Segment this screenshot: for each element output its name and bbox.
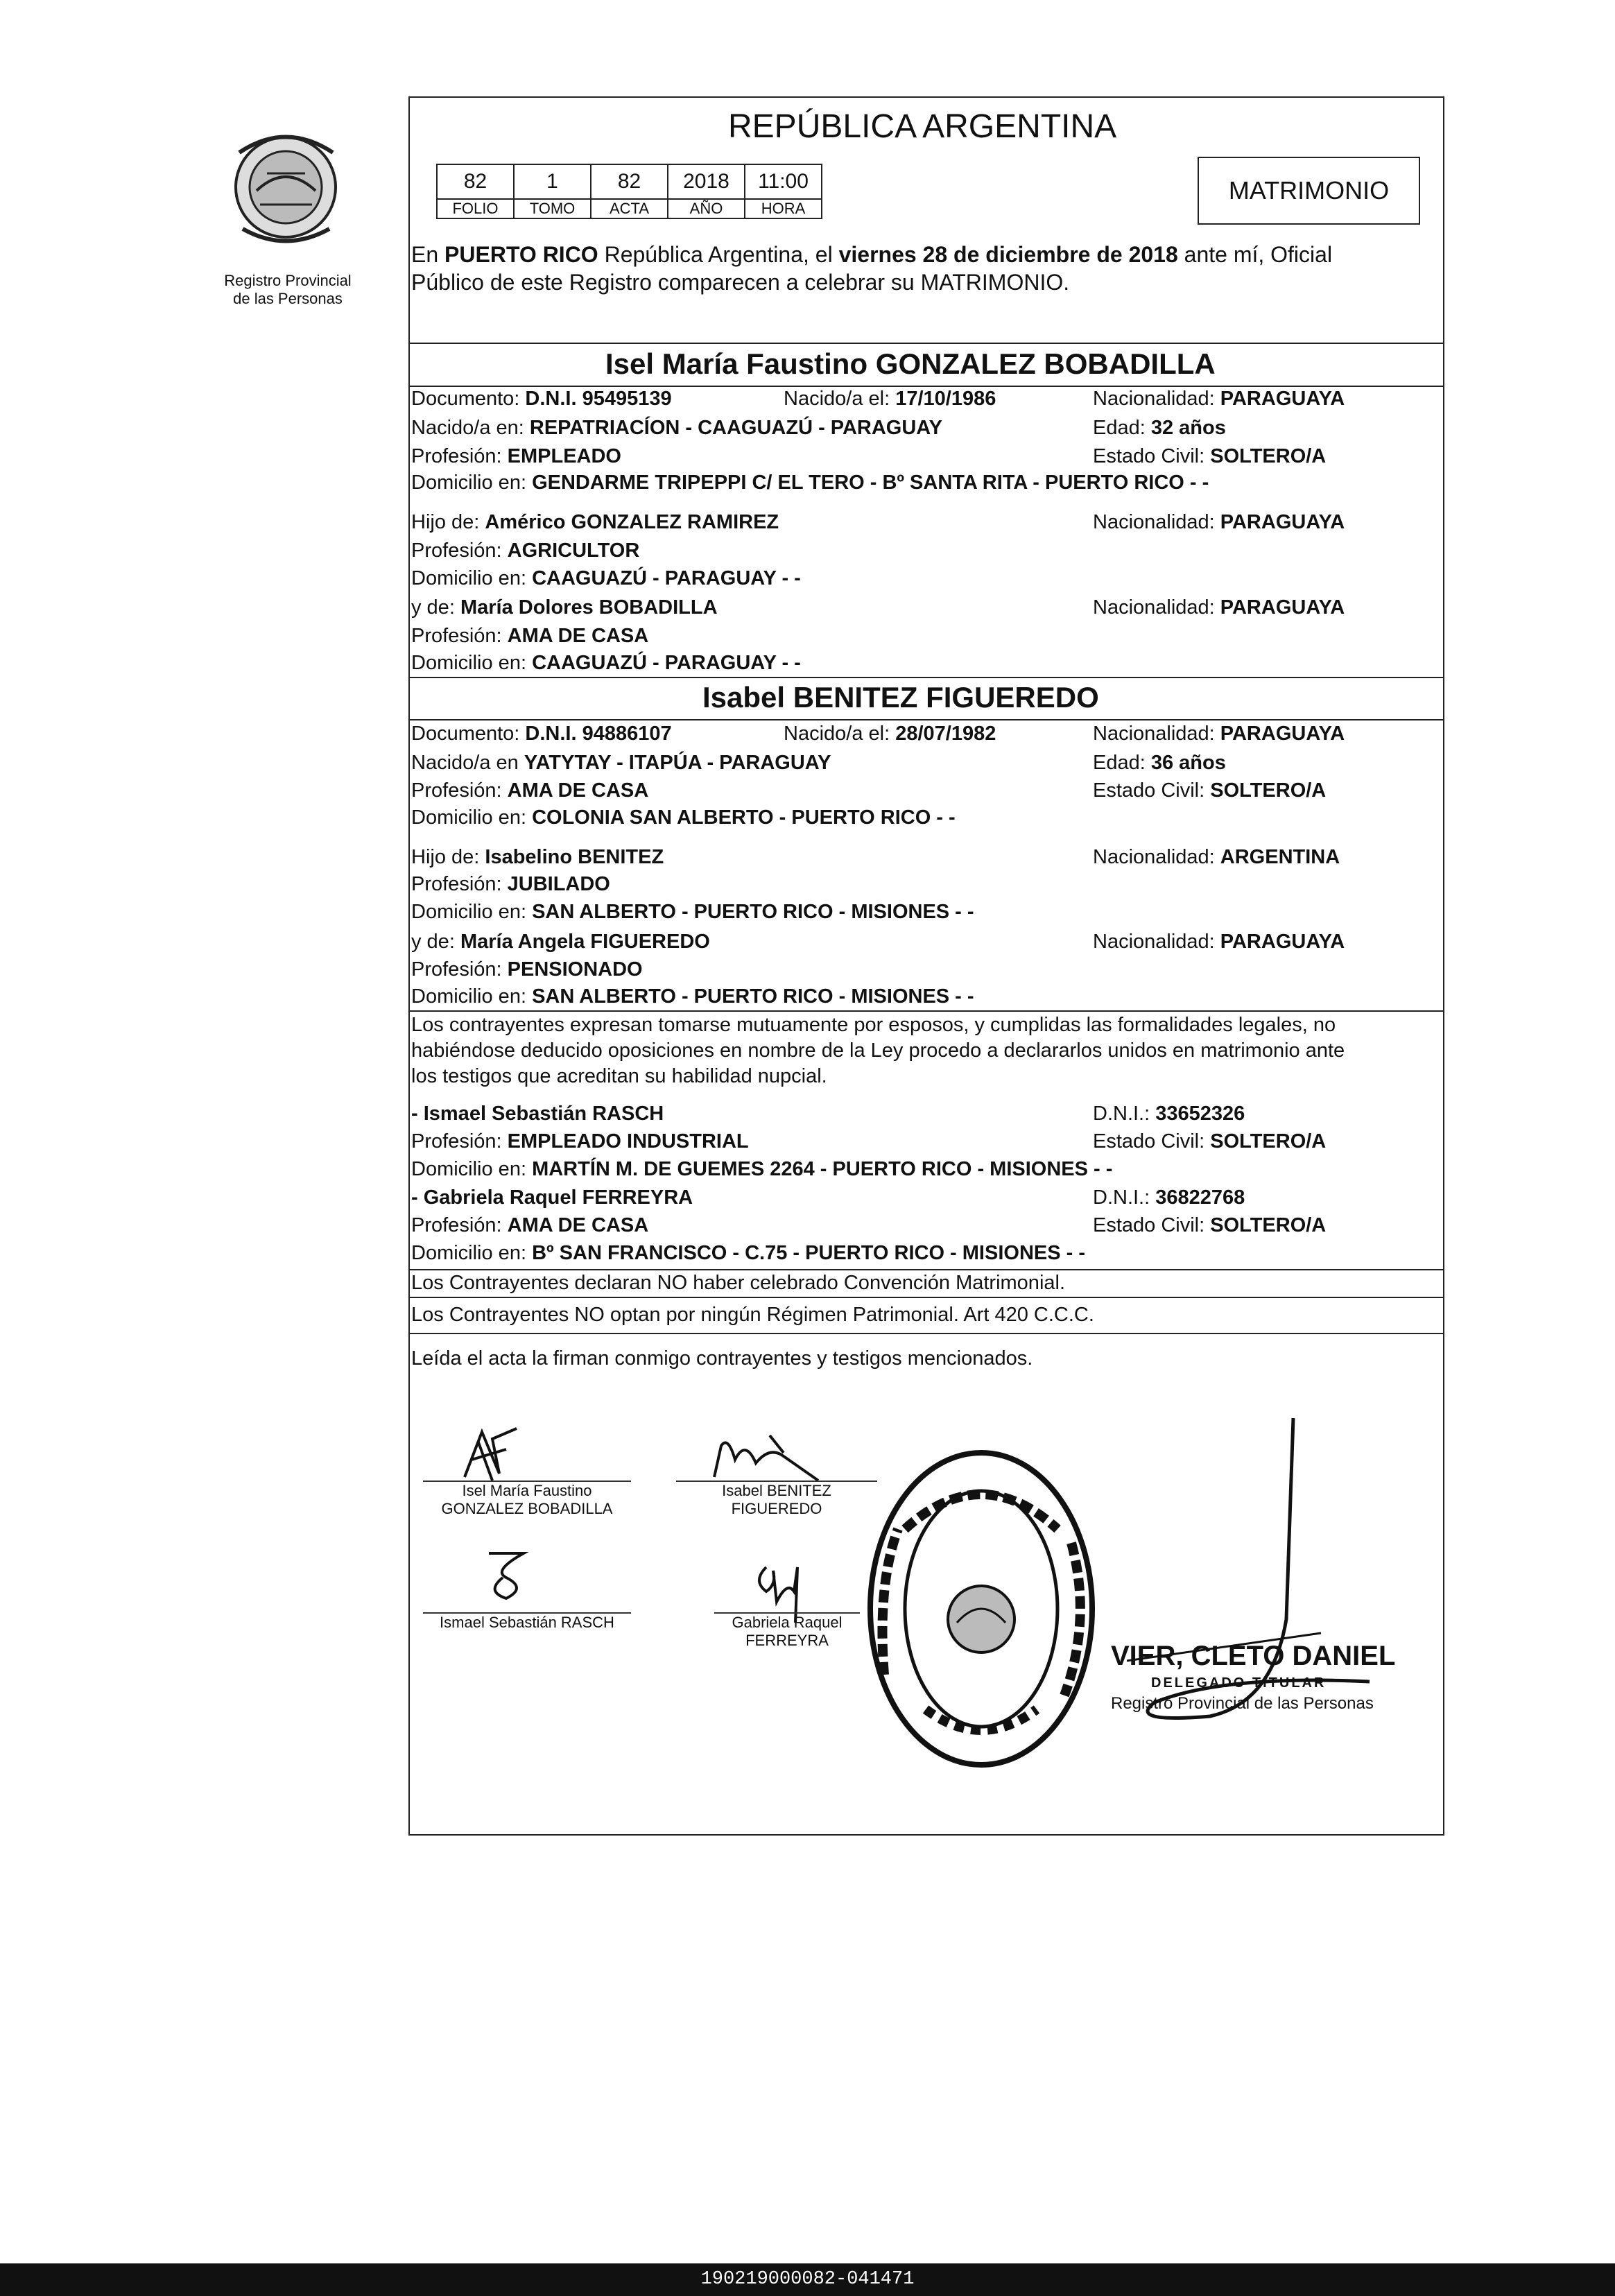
country-title: REPÚBLICA ARGENTINA bbox=[728, 108, 1117, 145]
party1-madre: y de: María Dolores BOBADILLA bbox=[411, 596, 718, 619]
divider bbox=[408, 719, 1444, 720]
declaration-line-3: los testigos que acreditan su habilidad nupcial. bbox=[411, 1065, 827, 1087]
document-code: 190219000082-041471 bbox=[700, 2269, 915, 2290]
party2-profesion: Profesión: AMA DE CASA bbox=[411, 779, 649, 802]
regime-note: Los Contrayentes NO optan por ningún Régimen Patrimonial. Art 420 C.C.C. bbox=[411, 1304, 1094, 1326]
signature-1-caption-2: GONZALEZ BOBADILLA bbox=[441, 1500, 613, 1517]
signature-4-caption-2: FERREYRA bbox=[745, 1632, 829, 1649]
party1-madre-nacionalidad: Nacionalidad: PARAGUAYA bbox=[1093, 596, 1345, 619]
divider bbox=[408, 343, 1444, 344]
party1-edad: Edad: 32 años bbox=[1093, 417, 1226, 439]
signature-4-caption-1: Gabriela Raquel bbox=[732, 1614, 843, 1631]
party2-edad: Edad: 36 años bbox=[1093, 752, 1226, 774]
act-type-box bbox=[1198, 157, 1420, 225]
signature-1-scribble bbox=[451, 1418, 534, 1487]
party1-padre-profesion: Profesión: AGRICULTOR bbox=[411, 540, 640, 562]
act-type: MATRIMONIO bbox=[1228, 176, 1390, 205]
provincial-seal-icon bbox=[225, 125, 347, 246]
party2-madre-nacionalidad: Nacionalidad: PARAGUAYA bbox=[1093, 931, 1345, 953]
party2-madre-domicilio: Domicilio en: SAN ALBERTO - PUERTO RICO - MISIONES - - bbox=[411, 985, 974, 1008]
party1-padre: Hijo de: Américo GONZALEZ RAMIREZ bbox=[411, 511, 779, 533]
witness1-domicilio: Domicilio en: MARTÍN M. DE GUEMES 2264 - PUERTO RICO - MISIONES - - bbox=[411, 1158, 1113, 1180]
intro-line-1: En PUERTO RICO República Argentina, el viernes 28 de diciembre de 2018 ante mí, Oficial bbox=[411, 242, 1333, 267]
party1-padre-domicilio: Domicilio en: CAAGUAZÚ - PARAGUAY - - bbox=[411, 567, 801, 589]
party2-nacido-el: Nacido/a el: 28/07/1982 bbox=[784, 723, 996, 745]
divider bbox=[408, 1010, 1444, 1012]
logo-caption-2: de las Personas bbox=[233, 290, 343, 307]
intro-line-2: Público de este Registro comparecen a celebrar su MATRIMONIO. bbox=[411, 270, 1070, 295]
signature-2-caption-1: Isabel BENITEZ bbox=[722, 1482, 831, 1499]
signature-2-scribble bbox=[707, 1428, 825, 1487]
hora-value: 11:00 bbox=[745, 164, 822, 199]
folio-caption: FOLIO bbox=[437, 199, 514, 218]
party1-estado-civil: Estado Civil: SOLTERO/A bbox=[1093, 445, 1327, 467]
party1-nacionalidad: Nacionalidad: PARAGUAYA bbox=[1093, 388, 1345, 410]
party1-documento: Documento: D.N.I. 95495139 bbox=[411, 388, 672, 410]
witness2-domicilio: Domicilio en: Bº SAN FRANCISCO - C.75 - PUERTO RICO - MISIONES - - bbox=[411, 1242, 1086, 1264]
signature-3-scribble bbox=[478, 1543, 534, 1605]
folio-value: 82 bbox=[437, 164, 514, 199]
witness1-name: - Ismael Sebastián RASCH bbox=[411, 1103, 664, 1125]
official-signature-scribble bbox=[1071, 1411, 1383, 1744]
witness1-estado-civil: Estado Civil: SOLTERO/A bbox=[1093, 1130, 1327, 1153]
closing-note: Leída el acta la firman conmigo contrayentes y testigos mencionados. bbox=[411, 1347, 1033, 1370]
party2-nacionalidad: Nacionalidad: PARAGUAYA bbox=[1093, 723, 1345, 745]
party2-madre: y de: María Angela FIGUEREDO bbox=[411, 931, 710, 953]
party1-name: Isel María Faustino GONZALEZ BOBADILLA bbox=[605, 347, 1216, 380]
party2-nacido-en: Nacido/a en YATYTAY - ITAPÚA - PARAGUAY bbox=[411, 752, 831, 774]
declaration-line-2: habiéndose deducido oposiciones en nombre de la Ley procedo a declararlos unidos en matrimonio ante bbox=[411, 1039, 1345, 1062]
signature-2-caption-2: FIGUEREDO bbox=[731, 1500, 822, 1517]
tomo-value: 1 bbox=[514, 164, 591, 199]
official-name: VIER, CLETO DANIEL bbox=[1111, 1641, 1396, 1671]
party2-documento: Documento: D.N.I. 94886107 bbox=[411, 723, 672, 745]
party1-domicilio: Domicilio en: GENDARME TRIPEPPI C/ EL TERO - Bº SANTA RITA - PUERTO RICO - - bbox=[411, 472, 1209, 494]
witness2-estado-civil: Estado Civil: SOLTERO/A bbox=[1093, 1214, 1327, 1236]
acta-value: 82 bbox=[591, 164, 668, 199]
party1-nacido-el: Nacido/a el: 17/10/1986 bbox=[784, 388, 996, 410]
registry-table bbox=[436, 164, 822, 219]
signature-1-caption-1: Isel María Faustino bbox=[462, 1482, 592, 1499]
party1-padre-nacionalidad: Nacionalidad: PARAGUAYA bbox=[1093, 511, 1345, 533]
divider bbox=[408, 1297, 1444, 1298]
witness2-profesion: Profesión: AMA DE CASA bbox=[411, 1214, 649, 1236]
convention-note: Los Contrayentes declaran NO haber celebrado Convención Matrimonial. bbox=[411, 1272, 1066, 1294]
party2-padre-profesion: Profesión: JUBILADO bbox=[411, 873, 610, 895]
divider bbox=[408, 1333, 1444, 1334]
party2-name: Isabel BENITEZ FIGUEREDO bbox=[702, 681, 1099, 714]
party2-domicilio: Domicilio en: COLONIA SAN ALBERTO - PUERTO RICO - - bbox=[411, 806, 956, 829]
anio-caption: AÑO bbox=[668, 199, 745, 218]
witness2-name: - Gabriela Raquel FERREYRA bbox=[411, 1186, 693, 1209]
divider bbox=[408, 677, 1444, 678]
official-org: Registro Provincial de las Personas bbox=[1111, 1694, 1374, 1713]
party1-madre-domicilio: Domicilio en: CAAGUAZÚ - PARAGUAY - - bbox=[411, 652, 801, 674]
party1-madre-profesion: Profesión: AMA DE CASA bbox=[411, 625, 649, 647]
party1-profesion: Profesión: EMPLEADO bbox=[411, 445, 621, 467]
tomo-caption: TOMO bbox=[514, 199, 591, 218]
acta-caption: ACTA bbox=[591, 199, 668, 218]
party2-padre-domicilio: Domicilio en: SAN ALBERTO - PUERTO RICO - MISIONES - - bbox=[411, 901, 974, 923]
document-code-bar bbox=[0, 2263, 1615, 2296]
anio-value: 2018 bbox=[668, 164, 745, 199]
declaration-line-1: Los contrayentes expresan tomarse mutuamente por esposos, y cumplidas las formalidades legales, no bbox=[411, 1014, 1336, 1036]
signature-3-caption-1: Ismael Sebastián RASCH bbox=[440, 1614, 614, 1631]
registry-logo bbox=[225, 125, 347, 246]
official-stamp bbox=[863, 1446, 1099, 1772]
witness2-dni: D.N.I.: 36822768 bbox=[1093, 1186, 1245, 1209]
party2-madre-profesion: Profesión: PENSIONADO bbox=[411, 958, 643, 981]
hora-caption: HORA bbox=[745, 199, 822, 218]
official-role: DELEGADO TITULAR bbox=[1151, 1675, 1327, 1691]
party1-nacido-en: Nacido/a en: REPATRIACÍON - CAAGUAZÚ - PARAGUAY bbox=[411, 417, 942, 439]
logo-caption-1: Registro Provincial bbox=[224, 272, 352, 289]
witness1-dni: D.N.I.: 33652326 bbox=[1093, 1103, 1245, 1125]
witness1-profesion: Profesión: EMPLEADO INDUSTRIAL bbox=[411, 1130, 749, 1153]
party2-padre: Hijo de: Isabelino BENITEZ bbox=[411, 846, 664, 868]
party2-padre-nacionalidad: Nacionalidad: ARGENTINA bbox=[1093, 846, 1340, 868]
party2-estado-civil: Estado Civil: SOLTERO/A bbox=[1093, 779, 1327, 802]
